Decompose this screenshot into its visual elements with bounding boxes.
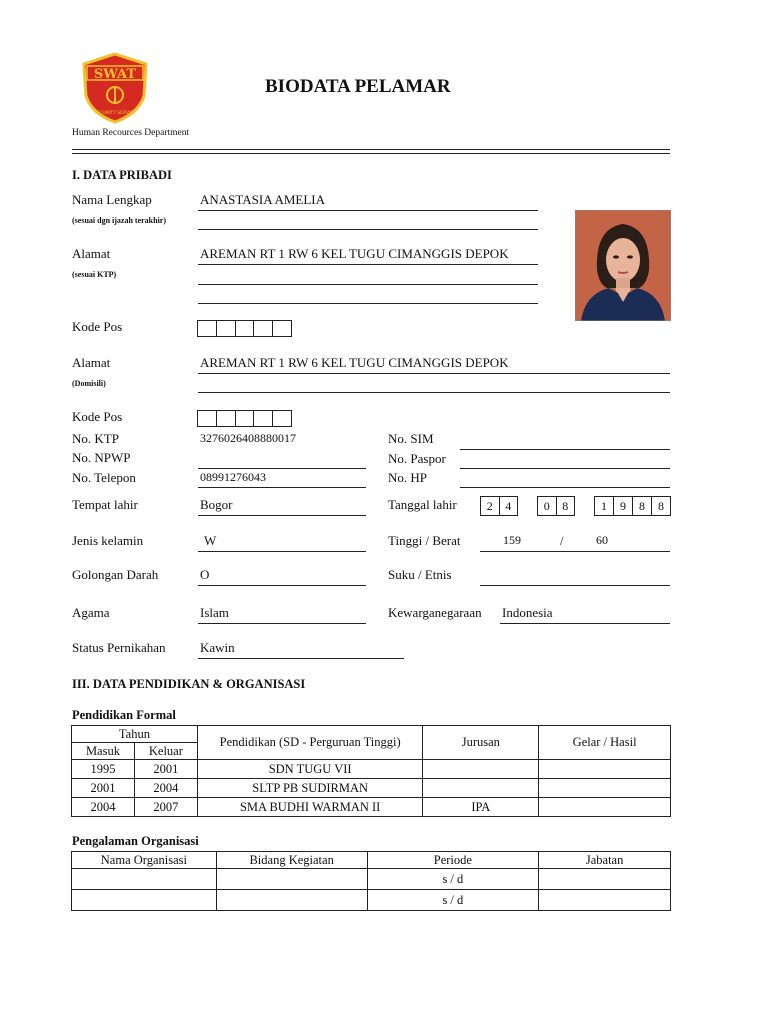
jabatan-cell[interactable]	[539, 869, 671, 890]
tempat-lahir-value[interactable]: Bogor	[200, 497, 233, 512]
section-heading-data-pribadi: I. DATA PRIBADI	[72, 168, 172, 182]
jurusan-cell[interactable]	[423, 779, 539, 798]
telepon-value[interactable]: 08991276043	[200, 470, 266, 484]
jenis-kelamin-label: Jenis kelamin	[72, 533, 144, 548]
masuk-cell[interactable]: 2004	[72, 798, 135, 817]
nama-line-2	[198, 229, 538, 230]
sim-label: No. SIM	[388, 431, 434, 446]
tgl-month-digit: 8	[556, 497, 575, 515]
gelar-cell[interactable]	[539, 760, 671, 779]
pengalaman-organisasi-title: Pengalaman Organisasi	[72, 834, 199, 848]
pendidikan-cell[interactable]: SMA BUDHI WARMAN II	[197, 798, 423, 817]
pendidikan-cell[interactable]: SDN TUGU VII	[197, 760, 423, 779]
kodepos-boxes[interactable]	[197, 320, 292, 337]
ktp-value[interactable]: 3276026408880017	[200, 431, 296, 445]
jabatan-header: Jabatan	[539, 852, 671, 869]
tanggal-lahir-label: Tanggal lahir	[388, 497, 457, 512]
periode-cell[interactable]: s / d	[367, 869, 539, 890]
golongan-darah-line	[198, 585, 366, 586]
tgl-day-boxes[interactable]	[480, 496, 518, 516]
paspor-label: No. Paspor	[388, 451, 446, 466]
alamat-note: (sesuai KTP)	[72, 270, 117, 279]
table-row	[72, 779, 671, 798]
kewarganegaraan-label: Kewarganegaraan	[388, 605, 482, 620]
keluar-cell[interactable]: 2007	[134, 798, 197, 817]
jabatan-cell[interactable]	[539, 890, 671, 911]
alamat-domisili-note: (Domisili)	[72, 379, 106, 388]
kewarganegaraan-value[interactable]: Indonesia	[502, 605, 553, 620]
tempat-lahir-line	[198, 515, 366, 516]
kodepos2-boxes[interactable]	[197, 410, 292, 427]
table-row	[72, 798, 671, 817]
tgl-day-digit: 4	[499, 497, 518, 515]
tgl-year-digit: 9	[613, 497, 632, 515]
svg-text:SECURITY SERVICE: SECURITY SERVICE	[93, 111, 137, 116]
nama-organisasi-cell[interactable]	[72, 869, 217, 890]
nama-value[interactable]: ANASTASIA AMELIA	[200, 192, 325, 207]
sim-line	[460, 449, 670, 450]
page-title: BIODATA PELAMAR	[265, 76, 451, 97]
tinggi-berat-line	[480, 551, 670, 552]
npwp-label: No. NPWP	[72, 450, 131, 465]
masuk-cell[interactable]: 1995	[72, 760, 135, 779]
jenis-kelamin-line	[198, 551, 366, 552]
nama-organisasi-cell[interactable]	[72, 890, 217, 911]
berat-value[interactable]: 60	[596, 533, 608, 547]
header-divider-bottom	[72, 153, 670, 154]
status-pernikahan-value[interactable]: Kawin	[200, 640, 235, 655]
jenis-kelamin-value[interactable]: W	[204, 533, 217, 548]
kodepos2-label: Kode Pos	[72, 409, 123, 424]
hp-label: No. HP	[388, 470, 428, 485]
alamat-line-1	[198, 264, 538, 265]
suku-line	[480, 585, 670, 586]
table-row	[72, 890, 671, 911]
swat-logo	[80, 52, 150, 124]
alamat-domisili-value[interactable]: AREMAN RT 1 RW 6 KEL TUGU CIMANGGIS DEPOK	[200, 355, 509, 370]
pendidikan-table	[71, 725, 671, 817]
bidang-kegiatan-header: Bidang Kegiatan	[216, 852, 367, 869]
applicant-photo	[575, 210, 671, 321]
agama-label: Agama	[72, 605, 110, 620]
organisasi-table	[71, 851, 671, 911]
alamat-line-3	[198, 303, 538, 304]
tgl-month-boxes[interactable]	[537, 496, 575, 516]
alamat-value[interactable]: AREMAN RT 1 RW 6 KEL TUGU CIMANGGIS DEPOK	[200, 246, 509, 261]
agama-value[interactable]: Islam	[200, 605, 229, 620]
alamat-domisili-line-2	[198, 392, 670, 393]
kodepos-label: Kode Pos	[72, 319, 123, 334]
table-row	[72, 869, 671, 890]
keluar-header: Keluar	[134, 743, 197, 760]
golongan-darah-value[interactable]: O	[200, 567, 210, 582]
tgl-year-digit: 8	[632, 497, 651, 515]
status-pernikahan-line	[198, 658, 404, 659]
alamat-label: Alamat	[72, 246, 111, 261]
tempat-lahir-label: Tempat lahir	[72, 497, 138, 512]
golongan-darah-label: Golongan Darah	[72, 567, 159, 582]
masuk-header: Masuk	[72, 743, 135, 760]
gelar-cell[interactable]	[539, 798, 671, 817]
masuk-cell[interactable]: 2001	[72, 779, 135, 798]
jurusan-header: Jurusan	[423, 726, 539, 760]
alamat-line-2	[198, 284, 538, 285]
tinggi-berat-slash: /	[560, 533, 564, 548]
tinggi-value[interactable]: 159	[503, 533, 521, 547]
table-row	[72, 760, 671, 779]
tgl-day-digit: 2	[486, 499, 493, 513]
npwp-line	[198, 468, 366, 469]
alamat-domisili-label: Alamat	[72, 355, 111, 370]
hp-line	[460, 487, 670, 488]
nama-organisasi-header: Nama Organisasi	[72, 852, 217, 869]
nama-line-1	[198, 210, 538, 211]
gelar-cell[interactable]	[539, 779, 671, 798]
nama-note: (sesuai dgn ijazah terakhir)	[72, 216, 166, 225]
keluar-cell[interactable]: 2001	[134, 760, 197, 779]
telepon-label: No. Telepon	[72, 470, 136, 485]
agama-line	[198, 623, 366, 624]
tinggi-berat-label: Tinggi / Berat	[388, 533, 461, 548]
jurusan-cell[interactable]: IPA	[423, 798, 539, 817]
tgl-year-digit: 8	[651, 497, 670, 515]
jurusan-cell[interactable]	[423, 760, 539, 779]
pendidikan-formal-title: Pendidikan Formal	[72, 708, 176, 722]
department-label: Human Recources Department	[72, 128, 190, 138]
pendidikan-header: Pendidikan (SD - Perguruan Tinggi)	[197, 726, 423, 760]
periode-cell[interactable]: s / d	[367, 890, 539, 911]
section-heading-pendidikan: III. DATA PENDIDIKAN & ORGANISASI	[72, 677, 306, 691]
svg-text:SWAT: SWAT	[93, 67, 137, 82]
paspor-line	[460, 468, 670, 469]
kewarganegaraan-line	[500, 623, 670, 624]
gelar-header: Gelar / Hasil	[539, 726, 671, 760]
telepon-line	[198, 487, 366, 488]
suku-label: Suku / Etnis	[388, 567, 452, 582]
header-divider-top	[72, 149, 670, 150]
status-pernikahan-label: Status Pernikahan	[72, 640, 166, 655]
tgl-year-boxes[interactable]	[594, 496, 671, 516]
bidang-kegiatan-cell[interactable]	[216, 890, 367, 911]
alamat-domisili-line-1	[198, 373, 670, 374]
nama-label: Nama Lengkap	[72, 192, 152, 207]
tahun-header: Tahun	[72, 726, 198, 743]
tgl-month-digit: 0	[543, 499, 550, 513]
tgl-year-digit: 1	[601, 499, 607, 513]
keluar-cell[interactable]: 2004	[134, 779, 197, 798]
ktp-label: No. KTP	[72, 431, 119, 446]
periode-header: Periode	[367, 852, 539, 869]
pendidikan-cell[interactable]: SLTP PB SUDIRMAN	[197, 779, 423, 798]
bidang-kegiatan-cell[interactable]	[216, 869, 367, 890]
